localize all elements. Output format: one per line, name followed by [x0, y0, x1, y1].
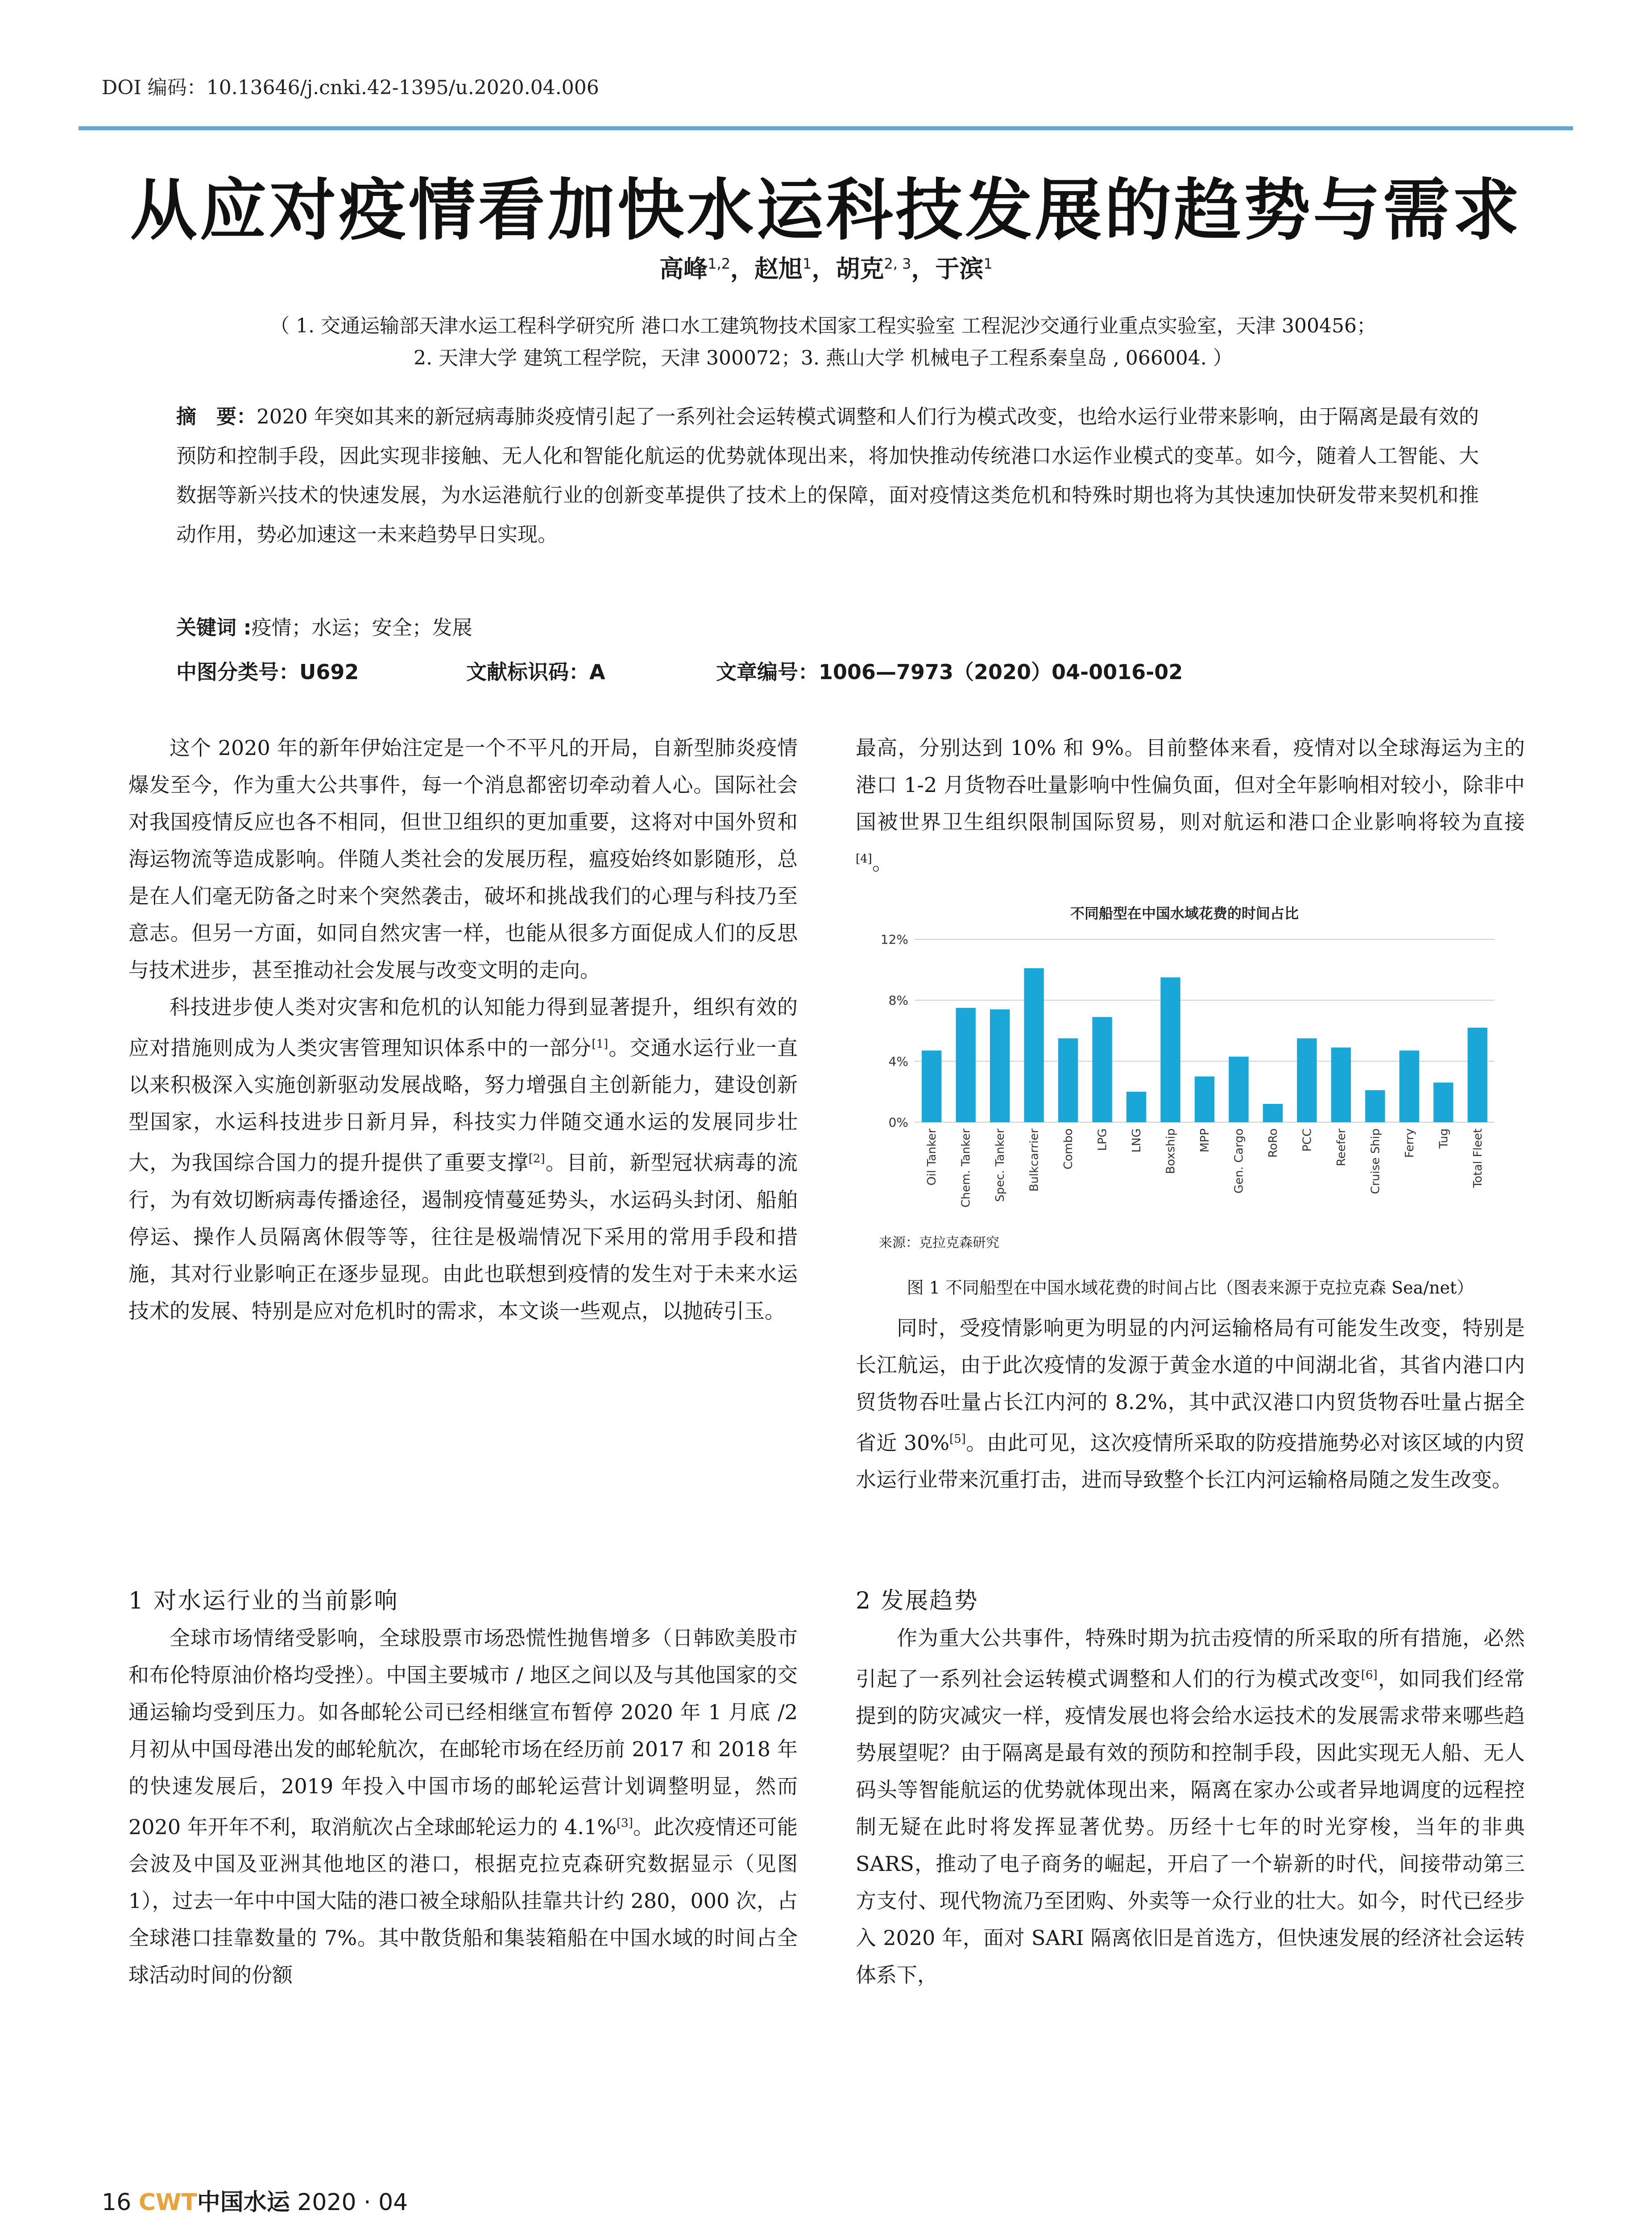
clc-number: 中图分类号：U692 [176, 660, 359, 684]
x-tick-label: Tug [1437, 1128, 1451, 1149]
article-number: 文章编号：1006—7973（2020）04-0016-02 [716, 660, 1183, 684]
keywords-text: 疫情；水运；安全；发展 [251, 616, 472, 639]
body-text: 。此次疫情还可能会波及中国及亚洲其他地区的港口，根据克拉克森研究数据显示（见图 1），过去一年中中国大陆的港口被全球船队挂靠共计约 280，000 次，占全球港口挂靠数量的 7%。其中散货船和集装箱船在中国水域的时间占全球活动时间的份额 [128, 1815, 798, 1987]
bar [1468, 1028, 1487, 1122]
author-affil-mark: 1 [983, 255, 993, 272]
x-tick-label: PCC [1300, 1128, 1314, 1152]
author-name: 于滨 [935, 255, 984, 283]
bar [1229, 1057, 1248, 1122]
keywords-label: 关键词 : [176, 616, 252, 639]
right-column-middle [856, 1310, 1525, 1498]
y-tick-label: 0% [888, 1115, 908, 1130]
bar [1433, 1082, 1453, 1122]
figure-caption: 图 1 不同船型在中国水域花费的时间占比（图表来源于克拉克森 Sea/net） [907, 1278, 1474, 1298]
bar [956, 1008, 976, 1122]
body-paragraph [856, 1310, 1525, 1498]
article-title: 从应对疫情看加快水运科技发展的趋势与需求 [130, 171, 1522, 249]
body-text: 。交通水运行业一直以来积极深入实施创新驱动发展战略，努力增强自主创新能力，建设创新型国家，水运科技进步日新月异，科技实力伴随交通水运的发展同步壮大，为我国综合国力的提升提供了重要支撑 [128, 1036, 798, 1175]
right-column-top [856, 730, 1525, 881]
citation[interactable]: [1] [592, 1037, 609, 1051]
bar [1126, 1092, 1146, 1122]
x-tick-label: Spec. Tanker [994, 1128, 1007, 1202]
document-code: 文献标识码：A [466, 660, 605, 684]
right-column-section2 [856, 1620, 1525, 1994]
abstract-label: 摘 要： [176, 405, 257, 428]
x-tick-label: Cruise Ship [1369, 1128, 1383, 1194]
header-rule [79, 126, 1573, 130]
bar [990, 1009, 1010, 1122]
doi-line: DOI 编码：10.13646/j.cnki.42-1395/u.2020.04.006 [102, 76, 599, 99]
body-text: 。目前，新型冠状病毒的流行，为有效切断病毒传播途径，遏制疫情蔓延势头，水运码头封闭、船舶停运、操作人员隔离休假等等，往往是极端情况下采用的常用手段和措施，其对行业影响正在逐步显现。由此也联想到疫情的发生对于未来水运技术的发展、特别是应对危机时的需求，本文谈一些观点，以抛砖引玉。 [128, 1150, 798, 1323]
x-tick-label: MPP [1198, 1128, 1212, 1153]
x-tick-label: Boxship [1164, 1128, 1178, 1174]
citation[interactable]: [2] [528, 1152, 545, 1166]
body-text: ，如同我们经常提到的防灾减灾一样，疫情发展也将会给水运技术的发展需求带来哪些趋势展望呢？由于隔离是最有效的预防和控制手段，因此实现无人船、无人码头等智能航运的优势就体现出来，隔离在家办公或者异地调度的远程控制无疑在此时将发挥显著优势。历经十七年的时光穿梭，当年的非典 SARS，推动了电子商务的崛起，开启了一个崭新的时代，间接带动第三方支付、现代物流乃至团购、外卖等一众行业的壮大。如今，时代已经步入 2020 年，面对 SARI 隔离依旧是首选方，但快速发展的经济社会运转体系下， [856, 1667, 1525, 1987]
y-tick-label: 8% [888, 993, 908, 1008]
body-text: 最高，分别达到 10% 和 9%。目前整体来看，疫情对以全球海运为主的港口 1-2 月货物吞吐量影响中性偏负面，但对全年影响相对较小，除非中国被世界卫生组织限制国际贸易，则对航运和港口企业影响将较为直接 [856, 736, 1525, 834]
author-affil-mark: 2, 3 [884, 255, 911, 272]
bar [1365, 1090, 1385, 1122]
citation[interactable]: [4] [856, 852, 872, 866]
x-tick-label: Total Fleet [1471, 1128, 1485, 1188]
bar [1399, 1050, 1419, 1122]
author-list [0, 250, 1652, 284]
affiliation-line: 2. 天津大学 建筑工程学院，天津 300072；3. 燕山大学 机械电子工程系秦皇岛 , 066004. ） [414, 347, 1233, 369]
body-text: 作为重大公共事件，特殊时期为抗击疫情的所采取的所有措施，必然引起了一系列社会运转模式调整和人们的行为模式改变 [856, 1626, 1525, 1691]
chart-title: 不同船型在中国水域花费的时间占比 [1070, 905, 1299, 922]
x-tick-label: Gen. Cargo [1232, 1128, 1246, 1194]
left-column [128, 730, 798, 1330]
body-paragraph [856, 1620, 1525, 1994]
author-separator: ， [911, 255, 936, 283]
bar [1263, 1104, 1283, 1122]
journal-logo-cwt: CWT [138, 2189, 197, 2216]
journal-name: 中国水运 [197, 2189, 290, 2216]
bar [1195, 1077, 1214, 1123]
citation[interactable]: [5] [949, 1432, 966, 1446]
abstract [176, 397, 1479, 554]
body-paragraph [128, 1620, 798, 1994]
bar [1024, 968, 1043, 1122]
body-text: 。 [872, 850, 893, 875]
body-paragraph [856, 730, 1525, 881]
body-paragraph [128, 989, 798, 1330]
author-affil-mark: 1,2 [708, 255, 731, 272]
body-text: 科技进步使人类对灾害和危机的认知能力得到显著提升，组织有效的应对措施则成为人类灾害管理知识体系中的一部分 [128, 995, 798, 1060]
bar [1058, 1038, 1078, 1122]
page-footer [102, 2183, 408, 2217]
citation[interactable]: [3] [617, 1816, 633, 1830]
body-text: 。由此可见，这次疫情所采取的防疫措施势必对该区域的内贸水运行业带来沉重打击，进而导致整个长江内河运输格局随之发生改变。 [856, 1431, 1525, 1492]
abstract-text: 2020 年突如其来的新冠病毒肺炎疫情引起了一系列社会运转模式调整和人们行为模式改变，也给水运行业带来影响，由于隔离是最有效的预防和控制手段，因此实现非接触、无人化和智能化航运的优势就体现出来，将加快推动传统港口水运作业模式的变革。如今，随着人工智能、大数据等新兴技术的快速发展，为水运港航行业的创新变革提供了技术上的保障，面对疫情这类危机和特殊时期也将为其快速加快研发带来契机和推动作用，势必加速这一未来趋势早日实现。 [176, 405, 1479, 546]
author-name: 高峰 [659, 255, 708, 283]
y-tick-label: 12% [880, 932, 908, 947]
citation[interactable]: [6] [1361, 1668, 1378, 1682]
keywords [176, 611, 472, 640]
chart-source: 来源：克拉克森研究 [879, 1235, 999, 1251]
issue-number: 2020 · 04 [297, 2189, 408, 2216]
bar [1092, 1017, 1112, 1122]
x-tick-label: Chem. Tanker [959, 1128, 973, 1208]
body-text: 同时，受疫情影响更为明显的内河运输格局有可能发生改变，特别是长江航运，由于此次疫情的发源于黄金水道的中间湖北省，其省内港口内贸货物吞吐量占长江内河的 8.2%，其中武汉港口内贸货物吞吐量占据全省近 30% [856, 1316, 1525, 1455]
bar [1160, 977, 1180, 1122]
author-affil-mark: 1 [803, 255, 812, 272]
author-separator: ， [730, 255, 755, 283]
body-text: 全球市场情绪受影响，全球股票市场恐慌性抛售增多（日韩欧美股市和布伦特原油价格均受挫）。中国主要城市 / 地区之间以及与其他国家的交通运输均受到压力。如各邮轮公司已经相继宣布暂停 2020 年 1 月底 /2 月初从中国母港出发的邮轮航次，在邮轮市场在经历前 2017 和 2018 年的快速发展后，2019 年投入中国市场的邮轮运营计划调整明显，然而 2020 年开年不利，取消航次占全球邮轮运力的 4.1% [128, 1626, 798, 1839]
bar [922, 1050, 941, 1122]
x-tick-label: Reefer [1334, 1128, 1348, 1166]
bar-chart [861, 897, 1508, 1254]
author-name: 胡克 [836, 255, 884, 283]
x-tick-label: RoRo [1266, 1128, 1280, 1158]
x-tick-label: Oil Tanker [925, 1128, 939, 1186]
author-name: 赵旭 [754, 255, 803, 283]
x-tick-label: LPG [1096, 1128, 1110, 1151]
x-tick-label: Ferry [1403, 1128, 1416, 1158]
left-column-section1 [128, 1620, 798, 1994]
section-heading-1: 1 对水运行业的当前影响 [128, 1588, 399, 1614]
author-separator: ， [812, 255, 836, 283]
bar [1297, 1038, 1317, 1122]
y-tick-label: 4% [888, 1054, 908, 1069]
bar [1331, 1048, 1351, 1122]
figure-1 [861, 897, 1508, 1254]
affiliations [129, 310, 1517, 374]
x-tick-label: LNG [1130, 1128, 1144, 1153]
x-tick-label: Bulkcarrier [1027, 1128, 1041, 1192]
affiliation-line: （ 1. 交通运输部天津水运工程科学研究所 港口水工建筑物技术国家工程实验室 工程泥沙交通行业重点实验室，天津 300456； [270, 315, 1376, 337]
body-paragraph: 这个 2020 年的新年伊始注定是一个不平凡的开局，自新型肺炎疫情爆发至今，作为重大公共事件，每一个消息都密切牵动着人心。国际社会对我国疫情反应也各不相同，但世卫组织的更加重要，这将对中国外贸和海运物流等造成影响。伴随人类社会的发展历程，瘟疫始终如影随形，总是在人们毫无防备之时来个突然袭击，破坏和挑战我们的心理与科技乃至意志。但另一方面，如同自然灾害一样，也能从很多方面促成人们的反思与技术进步，甚至推动社会发展与改变文明的走向。 [128, 736, 798, 982]
x-tick-label: Combo [1062, 1128, 1076, 1169]
section-heading-2: 2 发展趋势 [856, 1588, 979, 1614]
page-number: 16 [102, 2189, 132, 2216]
